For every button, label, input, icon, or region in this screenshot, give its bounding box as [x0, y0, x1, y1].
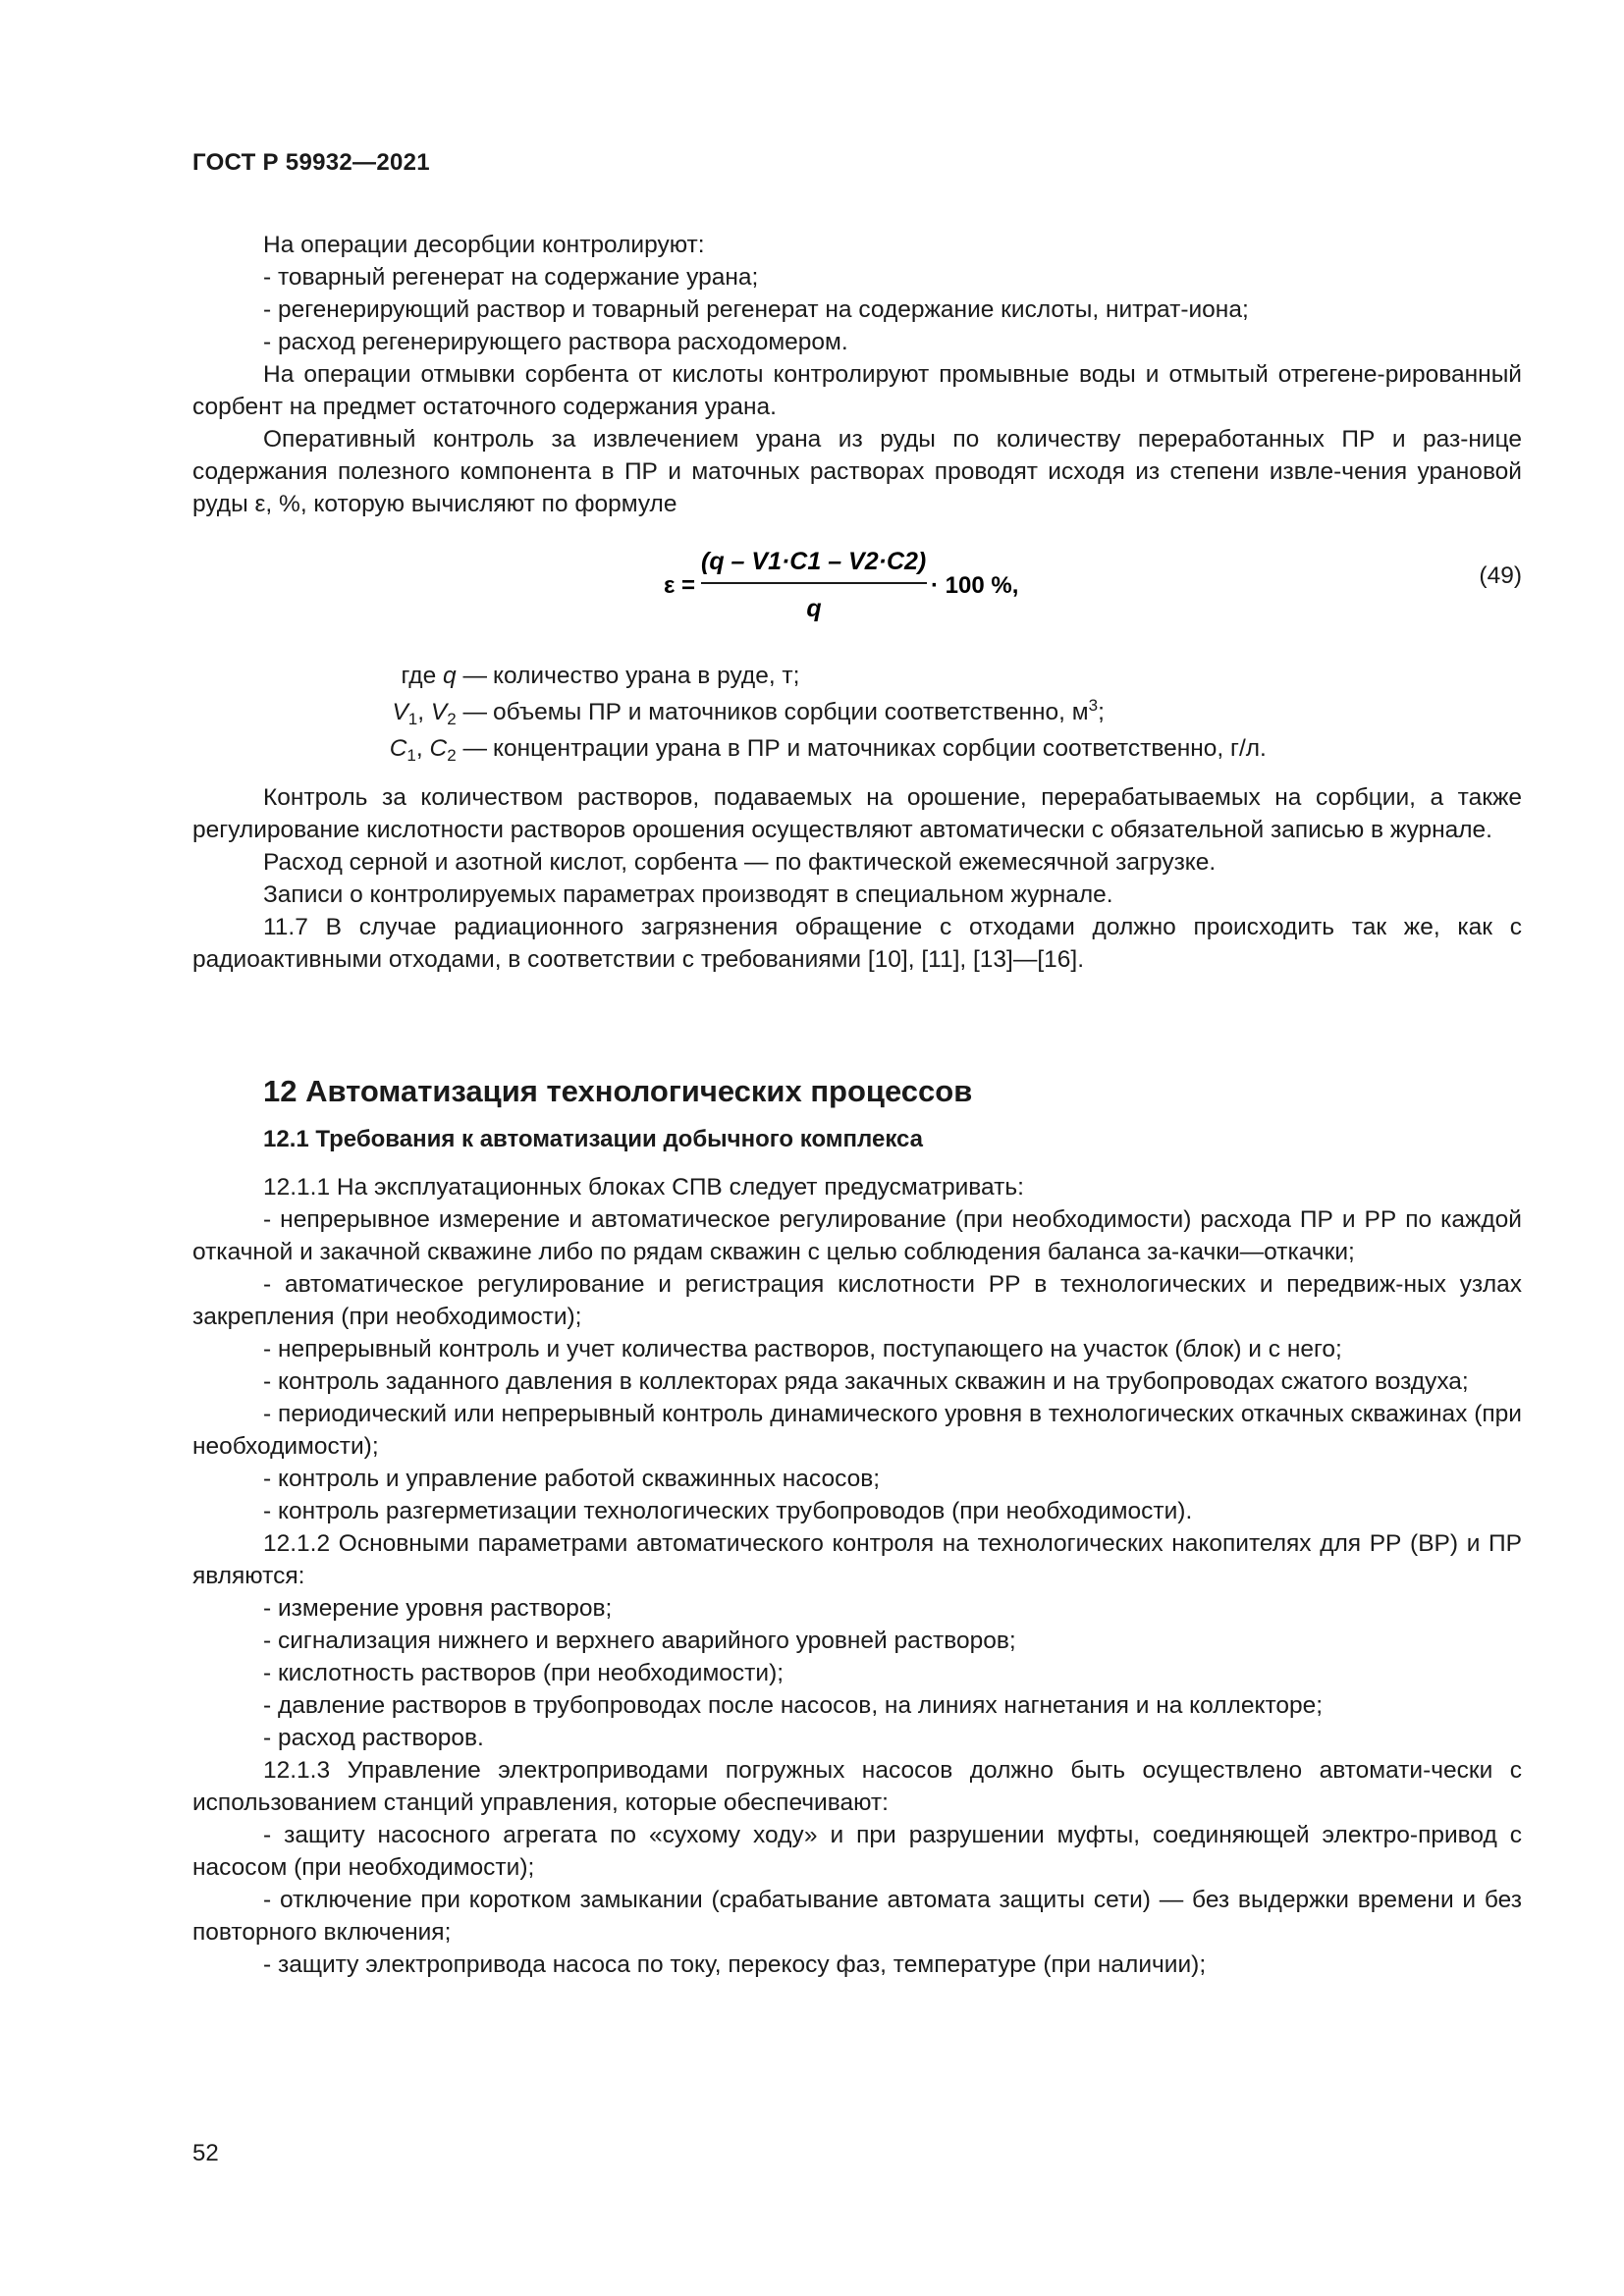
- formula-49: [192, 536, 1522, 636]
- paragraph-group-3: [192, 1171, 1522, 1981]
- paragraph: - контроль разгерметизации технологических трубопроводов (при необходимости).: [263, 1498, 1193, 1524]
- section-heading: 12 Автоматизация технологических процессов: [263, 1074, 973, 1108]
- punct: ;: [1098, 699, 1105, 725]
- paragraph: 11.7 В случае радиационного загрязнения обращение с отходами должно происходить так же, как с радиоактивными отходами, в соответствии с требованиями [10], [11], [13]—[16].: [192, 914, 1522, 973]
- paragraph: - измерение уровня растворов;: [263, 1595, 613, 1622]
- index: 1: [407, 710, 418, 728]
- dash: —: [462, 735, 487, 762]
- formula-multiplier: · 100 %,: [931, 572, 1019, 599]
- symbol-q: q: [443, 663, 457, 689]
- paragraph: 12.1.1 На эксплуатационных блоках СПВ следует предусматривать:: [263, 1174, 1024, 1201]
- paragraph: На операции отмывки сорбента от кислоты контролируют промывные воды и отмытый отрегене-рированный сорбент на предмет остаточного содержания урана.: [192, 361, 1522, 420]
- paragraph: - давление растворов в трубопроводах после насосов, на линиях нагнетания и на коллекторе;: [263, 1692, 1324, 1719]
- where-label: где: [401, 663, 437, 689]
- page-number: 52: [192, 2140, 219, 2166]
- paragraph: - сигнализация нижнего и верхнего аварийного уровней растворов;: [263, 1628, 1016, 1654]
- paragraph: - непрерывный контроль и учет количества растворов, поступающего на участок (блок) и с него;: [263, 1336, 1342, 1362]
- body-top: [192, 229, 1522, 976]
- dash: —: [462, 663, 487, 689]
- paragraph: - отключение при коротком замыкании (срабатывание автомата защиты сети) — без выдержки времени и без повторного включения;: [192, 1887, 1522, 1946]
- index: 2: [447, 710, 457, 728]
- paragraph: - автоматическое регулирование и регистрация кислотности РР в технологических и передвиж-ных узлах закрепления (при необходимости);: [192, 1271, 1522, 1330]
- formula-numerator: (q – V1·C1 – V2·C2): [701, 548, 927, 575]
- where-row-v: [392, 696, 487, 728]
- symbol-v: V: [392, 699, 408, 725]
- symbol-c: C: [389, 735, 407, 762]
- paragraph: - товарный регенерат на содержание урана;: [263, 264, 759, 291]
- where-row-c: [390, 732, 487, 765]
- paragraph: - контроль и управление работой скважинных насосов;: [263, 1466, 881, 1492]
- formula-lhs: ε =: [664, 572, 696, 599]
- where-desc-v: [493, 696, 1105, 728]
- index: 1: [406, 746, 416, 765]
- paragraph: - защиту насосного агрегата по «сухому ходу» и при разрушении муфты, соединяющей электро-привод с насосом (при необходимости);: [192, 1822, 1522, 1881]
- paragraph-group-1: [192, 229, 1522, 520]
- paragraph: - регенерирующий раствор и товарный регенерат на содержание кислоты, нитрат-иона;: [263, 296, 1249, 323]
- symbol-v: V: [430, 699, 448, 725]
- paragraph: - непрерывное измерение и автоматическое регулирование (при необходимости) расхода ПР и РР по каждой откачной и закачной скважине либо по рядам скважин с целью соблюдения баланса за-качки—откачки;: [192, 1206, 1522, 1265]
- separator: ,: [415, 735, 430, 762]
- separator: ,: [417, 699, 431, 725]
- paragraph: Расход серной и азотной кислот, сорбента — по фактической ежемесячной загрузке.: [263, 849, 1217, 876]
- paragraph: - защиту электропривода насоса по току, перекосу фаз, температуре (при наличии);: [263, 1951, 1207, 1978]
- symbol-c: C: [429, 735, 448, 762]
- where-desc-q: количество урана в руде, т;: [493, 663, 800, 689]
- paragraph: - расход регенерирующего раствора расходомером.: [263, 329, 848, 355]
- paragraph: Оперативный контроль за извлечением урана из руды по количеству переработанных ПР и раз-нице содержания полезного компонента в ПР и маточных растворах проводят исходя из степени извле-чения урановой руды ε, %, которую вычисляют по формуле: [192, 426, 1522, 517]
- paragraph: 12.1.3 Управление электроприводами погружных насосов должно быть осуществлено автомати-чески с использованием станций управления, которые обеспечивают:: [192, 1757, 1522, 1816]
- paragraph: 12.1.2 Основными параметрами автоматического контроля на технологических накопителях для РР (ВР) и ПР являются:: [192, 1530, 1522, 1589]
- paragraph: - кислотность растворов (при необходимости);: [263, 1660, 785, 1686]
- where-desc-c: концентрации урана в ПР и маточниках сорбции соответственно, г/л.: [493, 735, 1267, 762]
- where-block: [192, 660, 1522, 768]
- formula-graphic: [664, 536, 1253, 636]
- formula-denominator: q: [806, 595, 822, 622]
- paragraph: - расход растворов.: [263, 1725, 484, 1751]
- paragraph: Контроль за количеством растворов, подаваемых на орошение, перерабатываемых на сорбции, а также регулирование кислотности растворов орошения осуществляют автоматически с обязательной записью в журнале.: [192, 784, 1522, 843]
- dash: —: [462, 699, 487, 725]
- section-12: [192, 1072, 1522, 1981]
- paragraph: На операции десорбции контролируют:: [263, 232, 705, 258]
- where-row-q: [401, 660, 487, 692]
- formula-number: (49): [1479, 562, 1522, 589]
- paragraph: Записи о контролируемых параметрах производят в специальном журнале.: [263, 881, 1113, 908]
- paragraph-group-2: [192, 781, 1522, 976]
- desc-text: объемы ПР и маточников сорбции соответственно, м: [493, 699, 1089, 725]
- subsection-heading: 12.1 Требования к автоматизации добычного комплекса: [263, 1126, 923, 1152]
- superscript: 3: [1088, 696, 1099, 715]
- paragraph: - контроль заданного давления в коллекторах ряда закачных скважин и на трубопроводах сжатого воздуха;: [263, 1368, 1469, 1395]
- index: 2: [447, 746, 457, 765]
- paragraph: - периодический или непрерывный контроль динамического уровня в технологических откачных скважинах (при необходимости);: [192, 1401, 1522, 1460]
- document-header: ГОСТ Р 59932—2021: [192, 149, 430, 176]
